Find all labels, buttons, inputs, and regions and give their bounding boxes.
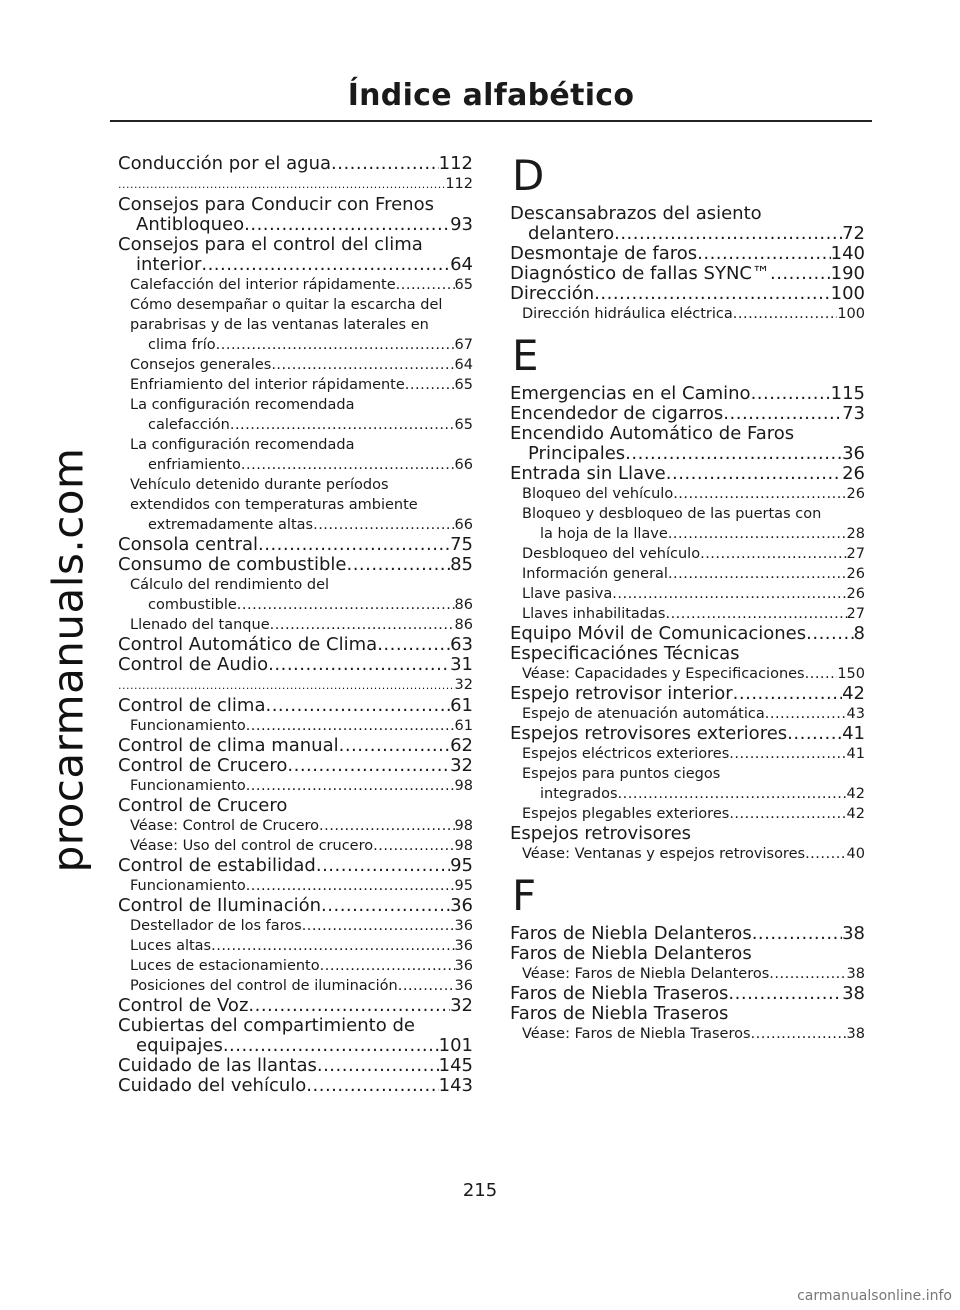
index-entry: Equipo Móvil de Comunicaciones ..... 8 bbox=[510, 624, 865, 644]
index-subentry-line: La configuración recomendada bbox=[130, 437, 355, 453]
index-entry-line: Control de Crucero bbox=[118, 795, 288, 816]
index-subentry: Luces de estacionamiento ..... 36 bbox=[118, 956, 473, 976]
index-entry: Entrada sin Llave ..... 26 bbox=[510, 464, 865, 484]
index-subentry-line: Vehículo detenido durante períodos bbox=[130, 477, 389, 493]
index-entry: Antibloqueo ..... 93 bbox=[118, 215, 473, 235]
index-subentry: Consejos generales ..... 64 bbox=[118, 355, 473, 375]
index-subentry: Espejo de atenuación automática ..... 43 bbox=[510, 704, 865, 724]
index-subentry: Llaves inhabilitadas ..... 27 bbox=[510, 604, 865, 624]
index-subentry: Llenado del tanque ..... 86 bbox=[118, 615, 473, 635]
index-subentry: Bloqueo del vehículo ..... 26 bbox=[510, 484, 865, 504]
site-watermark: procarmanuals.com bbox=[43, 447, 93, 873]
index-subentry: la hoja de la llave ..... 28 bbox=[510, 524, 865, 544]
index-entry: Control de Voz ..... 32 bbox=[118, 996, 473, 1016]
index-entry: interior ..... 64 bbox=[118, 255, 473, 275]
index-entry: Encendedor de cigarros ..... 73 bbox=[510, 404, 865, 424]
index-subentry: Véase: Faros de Niebla Delanteros ..... 38 bbox=[510, 964, 865, 984]
index-entry-line: Faros de Niebla Traseros bbox=[510, 1003, 729, 1024]
index-entry: Principales ..... 36 bbox=[510, 444, 865, 464]
index-entry: Control de Iluminación ..... 36 bbox=[118, 896, 473, 916]
index-entry: Espejo retrovisor interior ..... 42 bbox=[510, 684, 865, 704]
section-letter: E bbox=[512, 331, 539, 380]
index-entry: Control de clima manual ..... 62 bbox=[118, 736, 473, 756]
index-entry: Dirección ..... 100 bbox=[510, 284, 865, 304]
index-subentry: extremadamente altas ..... 66 bbox=[118, 515, 473, 535]
index-entry: Emergencias en el Camino ..... 115 bbox=[510, 384, 865, 404]
index-subentry-line: extendidos con temperaturas ambiente bbox=[130, 497, 418, 513]
index-subentry: clima frío ..... 67 bbox=[118, 335, 473, 355]
index-column-right bbox=[510, 151, 865, 1044]
index-entry: Espejos retrovisores exteriores ..... 41 bbox=[510, 724, 865, 744]
index-subentry: Véase: Capacidades y Especificaciones ..... 150 bbox=[510, 664, 865, 684]
index-entry: equipajes ..... 101 bbox=[118, 1036, 473, 1056]
index-entry: Cuidado del vehículo ..... 143 bbox=[118, 1076, 473, 1096]
index-entry-line: Descansabrazos del asiento bbox=[510, 203, 762, 224]
index-entry: Control de clima ..... 61 bbox=[118, 696, 473, 716]
index-subentry: Dirección hidráulica eléctrica ..... 100 bbox=[510, 304, 865, 324]
index-entry-line: Especificaciónes Técnicas bbox=[510, 643, 740, 664]
index-subentry-line: Cómo desempañar o quitar la escarcha del bbox=[130, 297, 443, 313]
index-subentry: Espejos plegables exteriores ..... 42 bbox=[510, 804, 865, 824]
index-column-left bbox=[118, 154, 473, 1096]
index-subentry: Luces altas ..... 36 bbox=[118, 936, 473, 956]
index-subentry: Calefacción del interior rápidamente ..... 65 bbox=[118, 275, 473, 295]
index-subentry: Información general ..... 26 bbox=[510, 564, 865, 584]
index-subentry-line: Espejos para puntos ciegos bbox=[522, 766, 721, 782]
index-subentry: combustible ..... 86 bbox=[118, 595, 473, 615]
section-letter: F bbox=[512, 871, 537, 920]
index-entry: Conducción por el agua ..... 112 bbox=[118, 154, 473, 174]
footer-site-watermark: carmanualsonline.info bbox=[797, 1288, 952, 1304]
page-number: 215 bbox=[462, 1180, 498, 1201]
index-entry: Diagnóstico de fallas SYNC™ ..... 190 bbox=[510, 264, 865, 284]
index-entry: Control de Crucero ..... 32 bbox=[118, 756, 473, 776]
index-subentry: Funcionamiento ..... 61 bbox=[118, 716, 473, 736]
index-subentry: enfriamiento ..... 66 bbox=[118, 455, 473, 475]
index-entry: Faros de Niebla Traseros ..... 38 bbox=[510, 984, 865, 1004]
index-subentry-line: Cálculo del rendimiento del bbox=[130, 577, 330, 593]
index-subentry: Véase: Ventanas y espejos retrovisores ..... 40 bbox=[510, 844, 865, 864]
index-subentry: Enfriamiento del interior rápidamente ..... 65 bbox=[118, 375, 473, 395]
index-entry-line: Faros de Niebla Delanteros bbox=[510, 943, 752, 964]
index-subentry: Funcionamiento ..... 98 bbox=[118, 776, 473, 796]
index-subentry: Desbloqueo del vehículo ..... 27 bbox=[510, 544, 865, 564]
index-subentry: Posiciones del control de iluminación ..... 36 bbox=[118, 976, 473, 996]
index-entry-line: Cubiertas del compartimiento de bbox=[118, 1015, 415, 1036]
index-entry: delantero ..... 72 bbox=[510, 224, 865, 244]
index-entry-line: Consejos para el control del clima bbox=[118, 234, 423, 255]
index-entry: Control Automático de Clima ..... 63 bbox=[118, 635, 473, 655]
index-entry-line: Espejos retrovisores bbox=[510, 823, 692, 844]
index-subentry-line: parabrisas y de las ventanas laterales en bbox=[130, 317, 429, 333]
index-entry-line: Encendido Automático de Faros bbox=[510, 423, 795, 444]
index-entry: Control de estabilidad ..... 95 bbox=[118, 856, 473, 876]
index-subentry-line: La configuración recomendada bbox=[130, 397, 355, 413]
index-entry: ..... 32 bbox=[118, 675, 473, 696]
index-subentry: calefacción ..... 65 bbox=[118, 415, 473, 435]
index-entry: Control de Audio ..... 31 bbox=[118, 655, 473, 675]
index-subentry: Funcionamiento ..... 95 bbox=[118, 876, 473, 896]
index-subentry: Véase: Uso del control de crucero ..... 98 bbox=[118, 836, 473, 856]
index-entry: Consumo de combustible ..... 85 bbox=[118, 555, 473, 575]
index-entry: Desmontaje de faros ..... 140 bbox=[510, 244, 865, 264]
index-subentry: Espejos eléctricos exteriores ..... 41 bbox=[510, 744, 865, 764]
page-title: Índice alfabético bbox=[347, 78, 635, 113]
index-subentry: Llave pasiva ..... 26 bbox=[510, 584, 865, 604]
index-subentry: Véase: Faros de Niebla Traseros ..... 38 bbox=[510, 1024, 865, 1044]
index-entry: Faros de Niebla Delanteros ..... 38 bbox=[510, 924, 865, 944]
index-entry: Consola central ..... 75 bbox=[118, 535, 473, 555]
page-header bbox=[110, 68, 872, 122]
index-entry-line: Consejos para Conducir con Frenos bbox=[118, 194, 434, 215]
index-subentry-line: Bloqueo y desbloqueo de las puertas con bbox=[522, 506, 822, 522]
index-entry: Cuidado de las llantas ..... 145 bbox=[118, 1056, 473, 1076]
index-subentry: Destellador de los faros ..... 36 bbox=[118, 916, 473, 936]
section-letter: D bbox=[512, 151, 545, 200]
index-subentry: Véase: Control de Crucero ..... 98 bbox=[118, 816, 473, 836]
index-subentry: integrados ..... 42 bbox=[510, 784, 865, 804]
index-entry: ..... 112 bbox=[118, 174, 473, 195]
